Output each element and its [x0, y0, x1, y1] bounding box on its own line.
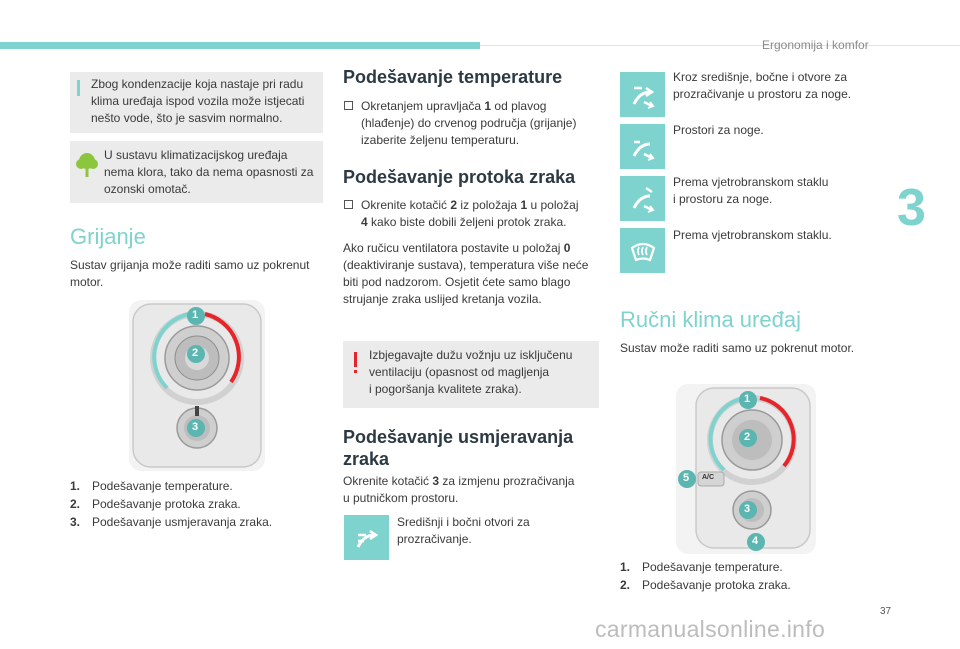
list-item: 1. Podešavanje temperature. — [70, 479, 233, 493]
warning-icon — [354, 352, 357, 367]
eco-note-text: U sustavu klimatizacijskog uređaja nema klora, tako da nema opasnosti za ozonski omotač. — [104, 148, 314, 196]
heading-airflow: Podešavanje protoka zraka — [343, 167, 576, 187]
heading-grijanje: Grijanje — [70, 224, 146, 249]
list-item: 3. Podešavanje usmjeravanja zraka. — [70, 515, 273, 529]
panel-callout-1: 1 — [192, 309, 199, 321]
list-item: 2. Podešavanje protoka zraka. — [70, 497, 241, 511]
windscreen-feet-icon — [620, 176, 665, 221]
header-rule — [480, 45, 960, 46]
air-direction-text: Okrenite kotačić 3 za izmjenu prozračivanja u putničkom prostoru. — [343, 474, 575, 505]
ac-control-panel-illustration — [676, 384, 816, 554]
heading-temperature: Podešavanje temperature — [343, 67, 563, 87]
section-title: Ergonomija i komfor — [762, 38, 869, 52]
list-item: 1. Podešavanje temperature. — [620, 560, 783, 574]
manual-ac-intro: Sustav može raditi samo uz pokrenut motor. — [620, 341, 855, 355]
defrost-text: Prema vjetrobranskom staklu. — [673, 228, 832, 242]
panel-callout-1: 1 — [744, 393, 751, 405]
page-number: 37 — [880, 606, 892, 617]
defrost-icon — [620, 228, 665, 273]
vent-feet-text: Prostori za noge. — [673, 123, 764, 137]
heater-control-panel-illustration — [129, 300, 265, 471]
grijanje-intro: Sustav grijanja može raditi samo uz pokrenut motor. — [70, 258, 310, 289]
bullet-marker — [344, 200, 353, 209]
warning-icon-dot — [354, 370, 357, 373]
info-icon — [77, 80, 80, 96]
temperature-text: Okretanjem upravljača 1 od plavog (hlađenje) do crvenog područja (grijanje) izaberite željenu temperaturu. — [361, 99, 577, 147]
panel-callout-2: 2 — [192, 347, 199, 359]
vent-face-text: Središnji i bočni otvori za prozračivanje. — [397, 515, 530, 546]
airflow-text: Okrenite kotačić 2 iz položaja 1 u položaj 4 kako biste dobili željeni protok zraka. — [361, 198, 579, 229]
watermark: carmanualsonline.info — [595, 616, 826, 642]
warning-text: Izbjegavajte dužu vožnju uz isključenu ventilaciju (opasnost od magljenja i pogoršanja kvalitete zraka). — [369, 348, 573, 396]
panel-callout-3: 3 — [744, 503, 751, 515]
vent-face-icon — [344, 515, 389, 560]
panel-callout-3: 3 — [192, 421, 199, 433]
vent-feet-icon — [620, 124, 665, 169]
panel-callout-2: 2 — [744, 431, 751, 443]
heading-manual-ac: Ručni klima uređaj — [620, 307, 801, 332]
panel-callout-5: 5 — [683, 472, 690, 484]
eco-tree-icon — [76, 152, 98, 178]
heading-air-direction: Podešavanje usmjeravanja zraka — [343, 427, 574, 469]
chapter-number: 3 — [897, 179, 926, 237]
vent-face-feet-text: Kroz središnje, bočne i otvore za prozračivanje u prostoru za noge. — [673, 70, 852, 101]
info-note-text: Zbog kondenzacije koja nastaje pri radu klima uređaja ispod vozila može istjecati nešto vode, što je sasvim normalno. — [91, 77, 305, 125]
list-item: 2. Podešavanje protoka zraka. — [620, 578, 791, 592]
ac-button-label: A/C — [702, 474, 715, 481]
windscreen-feet-text: Prema vjetrobranskom staklu i prostoru za noge. — [673, 175, 829, 206]
vent-face-feet-icon — [620, 72, 665, 117]
panel-callout-4: 4 — [752, 535, 759, 547]
header-accent-bar — [0, 42, 480, 49]
airflow-paragraph: Ako ručicu ventilatora postavite u položaj 0 (deaktiviranje sustava), temperatura više neće biti pod nadzorom. Osjetit ćete samo blago strujanje zraka uslijed kretanja vozila. — [343, 241, 589, 306]
bullet-marker — [344, 101, 353, 110]
